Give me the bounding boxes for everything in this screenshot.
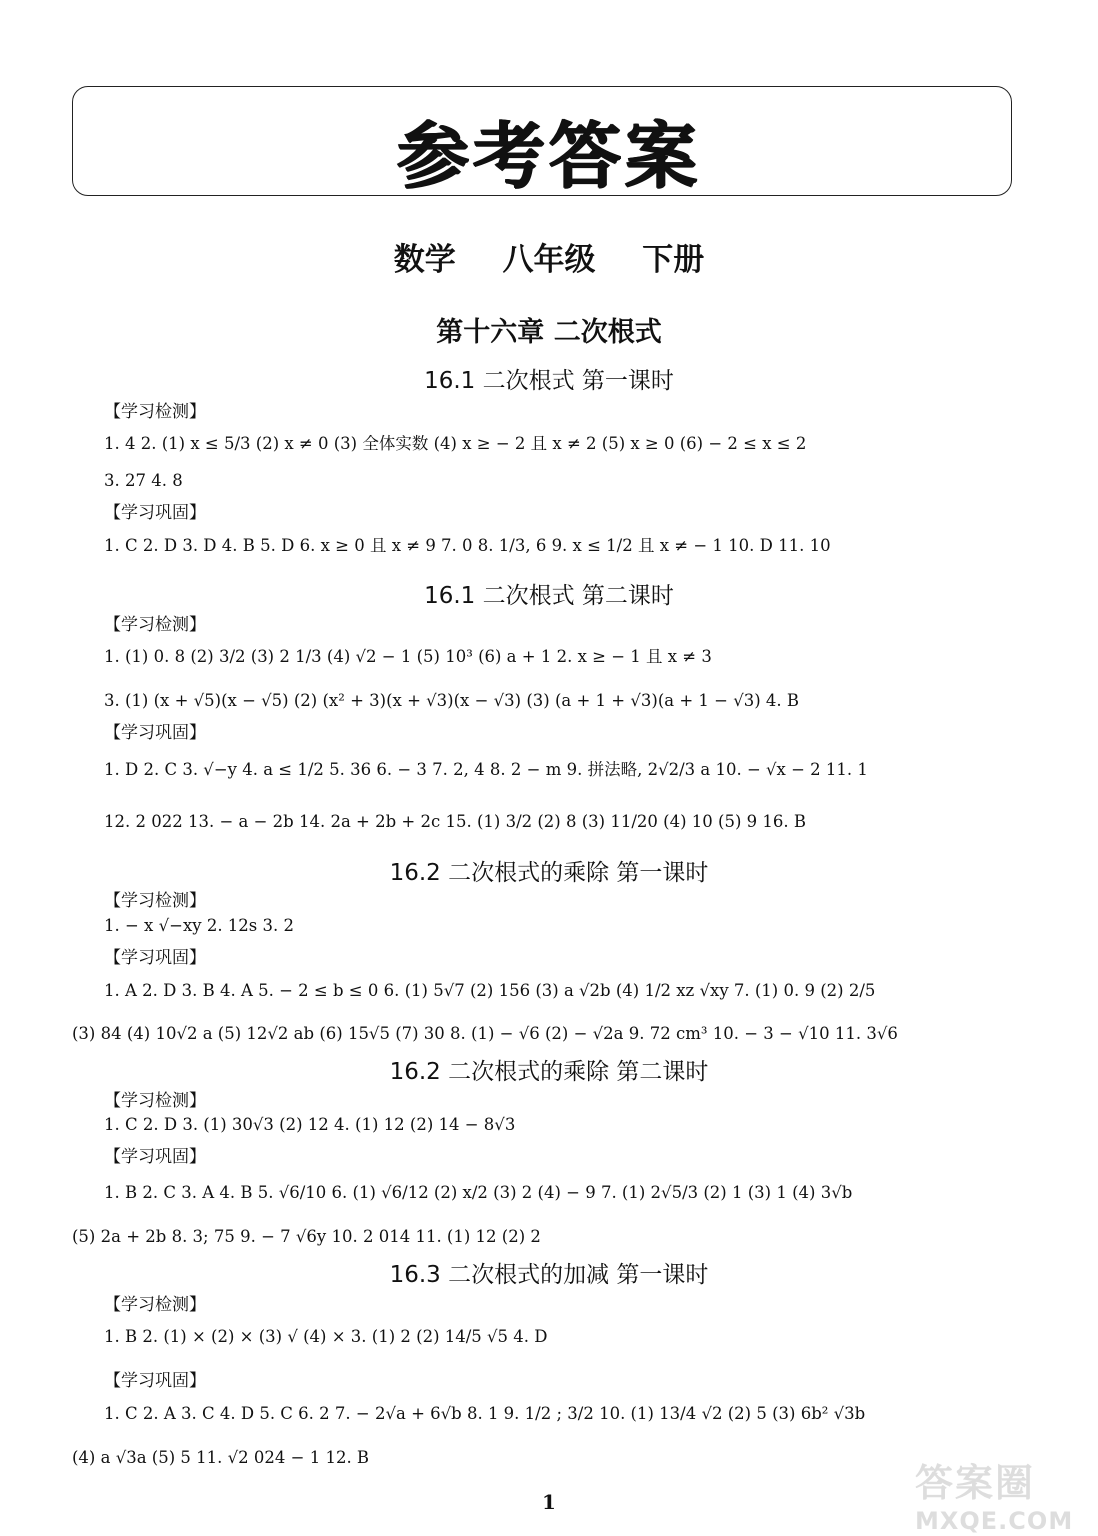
answer-line: (4) a √3a (5) 5 11. √2 024 − 1 12. B bbox=[72, 1448, 370, 1467]
gonggu-label: 【学习巩固】 bbox=[104, 723, 206, 743]
answer-line: 1. B 2. (1) × (2) × (3) √ (4) × 3. (1) 2 (2) 14/5 √5 4. D bbox=[104, 1327, 548, 1346]
answer-line: 1. A 2. D 3. B 4. A 5. − 2 ≤ b ≤ 0 6. (1) 5√7 (2) 156 (3) a √2b (4) 1/2 xz √xy 7. (1) 0. 9 (2) 2/5 bbox=[104, 981, 876, 1000]
answer-line: 3. (1) (x + √5)(x − √5) (2) (x² + 3)(x + √3)(x − √3) (3) (a + 1 + √3)(a + 1 − √3) 4. B bbox=[104, 691, 800, 710]
gonggu-label: 【学习巩固】 bbox=[104, 503, 206, 523]
section-title: 16.2 二次根式的乘除 第一课时 bbox=[389, 860, 709, 886]
subject-heading bbox=[0, 234, 1098, 279]
watermark-top: 答案圈 bbox=[915, 1461, 1036, 1505]
gonggu-label: 【学习巩固】 bbox=[104, 1147, 206, 1167]
section-title: 16.1 二次根式 第二课时 bbox=[424, 583, 674, 609]
jiance-label: 【学习检测】 bbox=[104, 891, 206, 911]
grade-name: 八年级 bbox=[502, 242, 596, 278]
answer-line: 1. 4 2. (1) x ≤ 5/3 (2) x ≠ 0 (3) 全体实数 (4) x ≥ − 2 且 x ≠ 2 (5) x ≥ 0 (6) − 2 ≤ x ≤ 2 bbox=[104, 434, 807, 453]
subject-name: 数学 bbox=[393, 242, 456, 278]
answer-line: (5) 2a + 2b 8. 3; 75 9. − 7 √6y 10. 2 014 11. (1) 12 (2) 2 bbox=[72, 1227, 541, 1246]
page-number: 1 bbox=[542, 1490, 556, 1514]
section-title: 16.1 二次根式 第一课时 bbox=[424, 368, 674, 394]
section-title: 16.2 二次根式的乘除 第二课时 bbox=[389, 1059, 709, 1085]
jiance-label: 【学习检测】 bbox=[104, 1295, 206, 1315]
jiance-label: 【学习检测】 bbox=[104, 615, 206, 635]
watermark-bottom: MXQE.COM bbox=[915, 1507, 1074, 1535]
answer-line: 1. C 2. A 3. C 4. D 5. C 6. 2 7. − 2√a + 6√b 8. 1 9. 1/2 ; 3/2 10. (1) 13/4 √2 (2) 5 (3) 6b² √3b bbox=[104, 1404, 866, 1423]
gonggu-label: 【学习巩固】 bbox=[104, 1371, 206, 1391]
section-title: 16.3 二次根式的加减 第一课时 bbox=[389, 1262, 709, 1288]
answer-line: 1. (1) 0. 8 (2) 3/2 (3) 2 1/3 (4) √2 − 1 (5) 10³ (6) a + 1 2. x ≥ − 1 且 x ≠ 3 bbox=[104, 647, 712, 666]
volume-name: 下册 bbox=[642, 242, 705, 278]
answer-line: (3) 84 (4) 10√2 a (5) 12√2 ab (6) 15√5 (7) 30 8. (1) − √6 (2) − √2a 9. 72 cm³ 10. − 3 − √10 11. 3√6 bbox=[72, 1024, 898, 1043]
answer-line: 3. 27 4. 8 bbox=[104, 471, 183, 490]
answer-line: 1. B 2. C 3. A 4. B 5. √6/10 6. (1) √6/12 (2) x/2 (3) 2 (4) − 9 7. (1) 2√5/3 (2) 1 (3) 1 (4) 3√b bbox=[104, 1183, 853, 1202]
gonggu-label: 【学习巩固】 bbox=[104, 948, 206, 968]
jiance-label: 【学习检测】 bbox=[104, 1091, 206, 1111]
jiance-label: 【学习检测】 bbox=[104, 402, 206, 422]
answer-line: 1. C 2. D 3. (1) 30√3 (2) 12 4. (1) 12 (2) 14 − 8√3 bbox=[104, 1115, 516, 1134]
answer-line: 1. − x √−xy 2. 12s 3. 2 bbox=[104, 916, 294, 935]
chapter-heading: 第十六章 二次根式 bbox=[436, 317, 662, 348]
page-title: 参考答案 bbox=[396, 114, 701, 198]
answer-line: 1. D 2. C 3. √−y 4. a ≤ 1/2 5. 36 6. − 3 7. 2, 4 8. 2 − m 9. 拼法略, 2√2/3 a 10. − √x − 2 11. 1 bbox=[104, 760, 868, 779]
answer-line: 1. C 2. D 3. D 4. B 5. D 6. x ≥ 0 且 x ≠ 9 7. 0 8. 1/3, 6 9. x ≤ 1/2 且 x ≠ − 1 10. D 11. 10 bbox=[104, 536, 831, 555]
answer-line: 12. 2 022 13. − a − 2b 14. 2a + 2b + 2c 15. (1) 3/2 (2) 8 (3) 11/20 (4) 10 (5) 9 16. B bbox=[104, 812, 806, 831]
